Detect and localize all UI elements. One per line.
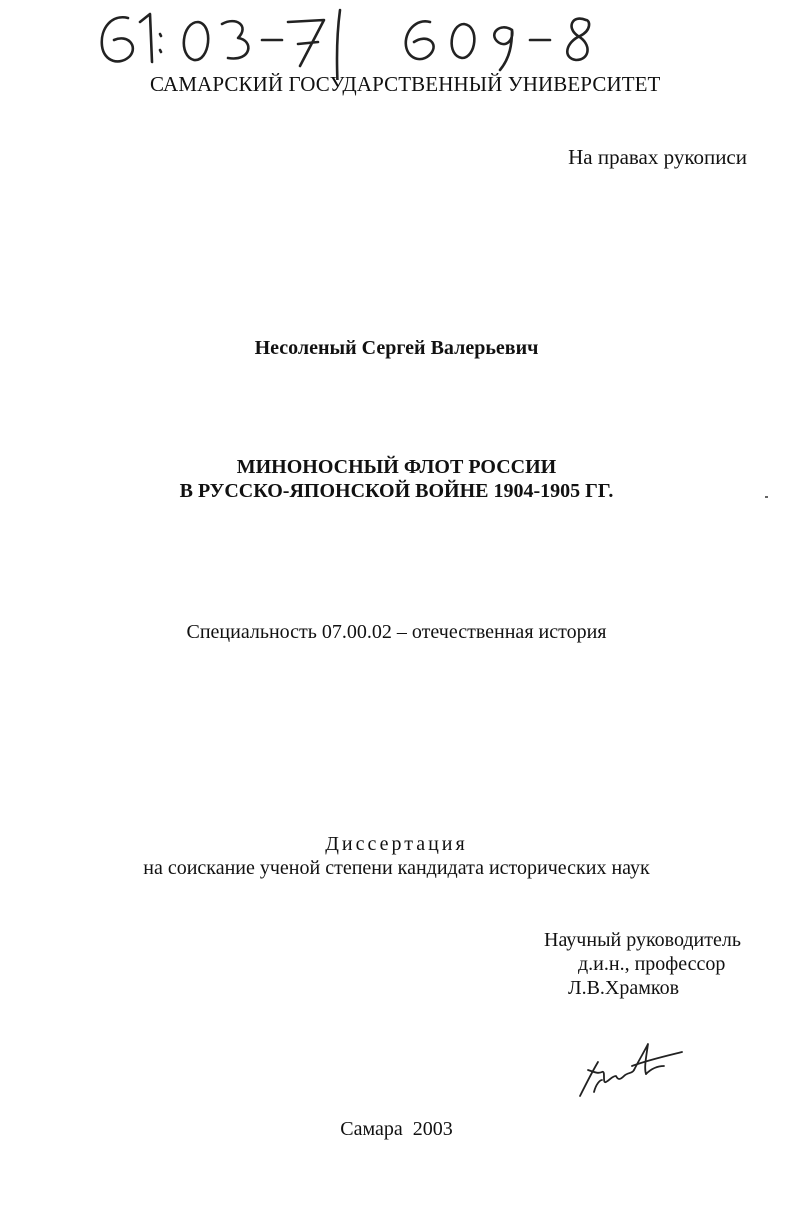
- rights-note: На правах рукописи: [568, 145, 747, 169]
- dissertation-purpose: на соискание ученой степени кандидата исторических наук: [143, 857, 650, 879]
- thesis-title-line-1: МИНОНОСНЫЙ ФЛОТ РОССИИ: [236, 456, 557, 478]
- city-and-year: Самара 2003: [340, 1118, 453, 1140]
- handwritten-code-drawing: [0, 0, 600, 80]
- supervisor-degree: д.и.н., профессор: [578, 953, 726, 975]
- supervisor-name: Л.В.Храмков: [568, 977, 680, 999]
- dissertation-label: Диссертация: [325, 833, 468, 855]
- signature-drawing: [572, 1036, 686, 1106]
- university-name: САМАРСКИЙ ГОСУДАРСТВЕННЫЙ УНИВЕРСИТЕТ: [150, 72, 661, 96]
- handwritten-signature: [572, 1036, 686, 1106]
- supervisor-role: Научный руководитель: [544, 929, 741, 951]
- supervisor-block: [544, 928, 741, 1000]
- specialty-line: Специальность 07.00.02 – отечественная история: [186, 621, 607, 643]
- thesis-title-line-2: В РУССКО-ЯПОНСКОЙ ВОЙНЕ 1904-1905 ГГ.: [179, 480, 614, 502]
- handwritten-archive-code: [0, 0, 600, 80]
- scan-speck: [765, 496, 768, 498]
- author-name: Несоленый Сергей Валерьевич: [254, 337, 539, 359]
